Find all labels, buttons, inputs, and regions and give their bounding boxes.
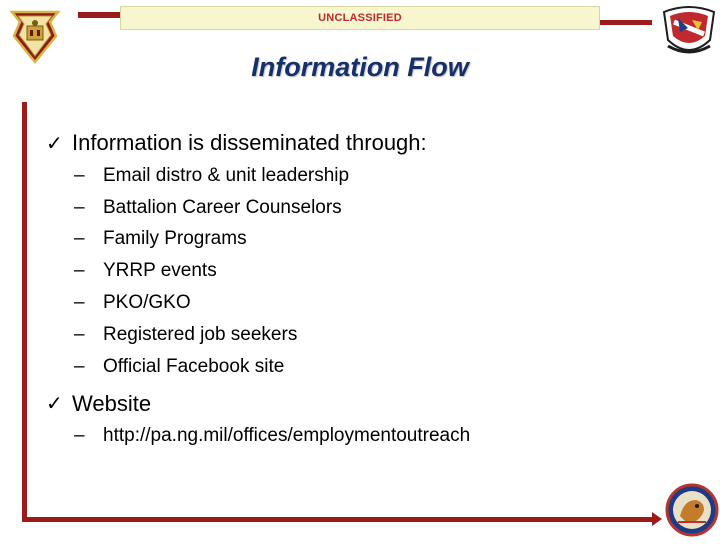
list-item-text: Registered job seekers bbox=[103, 323, 298, 345]
frame-arrow-icon bbox=[652, 512, 662, 526]
list-item bbox=[74, 224, 706, 256]
list-item-text: Family Programs bbox=[103, 228, 247, 250]
header-rule-right bbox=[600, 20, 652, 25]
header-rule-left bbox=[78, 12, 122, 18]
list-item bbox=[74, 160, 706, 192]
bullet-heading: Information is disseminated through: bbox=[72, 130, 427, 155]
list-item bbox=[74, 421, 706, 453]
dash-icon: – bbox=[74, 323, 85, 345]
list-item bbox=[74, 192, 706, 224]
bullet-heading: Website bbox=[72, 390, 152, 416]
dash-icon: – bbox=[74, 260, 85, 282]
dissemination-list bbox=[46, 160, 706, 383]
classification-label: UNCLASSIFIED bbox=[318, 12, 402, 24]
dash-icon: – bbox=[74, 228, 85, 250]
checkmark-icon: ✓ bbox=[46, 132, 63, 155]
list-item-text: Battalion Career Counselors bbox=[103, 196, 342, 218]
website-list bbox=[46, 421, 706, 453]
checkmark-icon: ✓ bbox=[46, 393, 63, 416]
list-item-text: PKO/GKO bbox=[103, 292, 191, 314]
lion-seal-icon bbox=[664, 482, 720, 540]
slide-content bbox=[46, 126, 706, 456]
list-item bbox=[74, 319, 706, 351]
frame-bottom-rule bbox=[22, 517, 658, 522]
list-item bbox=[74, 255, 706, 287]
list-item-text: YRRP events bbox=[103, 260, 217, 282]
list-item bbox=[74, 351, 706, 383]
dash-icon: – bbox=[74, 425, 85, 447]
bullet-dissemination bbox=[46, 126, 706, 160]
frame-left-rule bbox=[22, 102, 27, 522]
list-item-text: Email distro & unit leadership bbox=[103, 164, 350, 186]
classification-banner bbox=[120, 6, 600, 30]
dash-icon: – bbox=[74, 164, 85, 186]
slide-title: Information Flow bbox=[251, 52, 469, 82]
dash-icon: – bbox=[74, 196, 85, 218]
website-link[interactable]: http://pa.ng.mil/offices/employmentoutreach bbox=[103, 425, 471, 447]
dash-icon: – bbox=[74, 355, 85, 377]
dash-icon: – bbox=[74, 292, 85, 314]
list-item-text: Official Facebook site bbox=[103, 355, 285, 377]
bullet-website bbox=[46, 387, 706, 421]
list-item bbox=[74, 287, 706, 319]
